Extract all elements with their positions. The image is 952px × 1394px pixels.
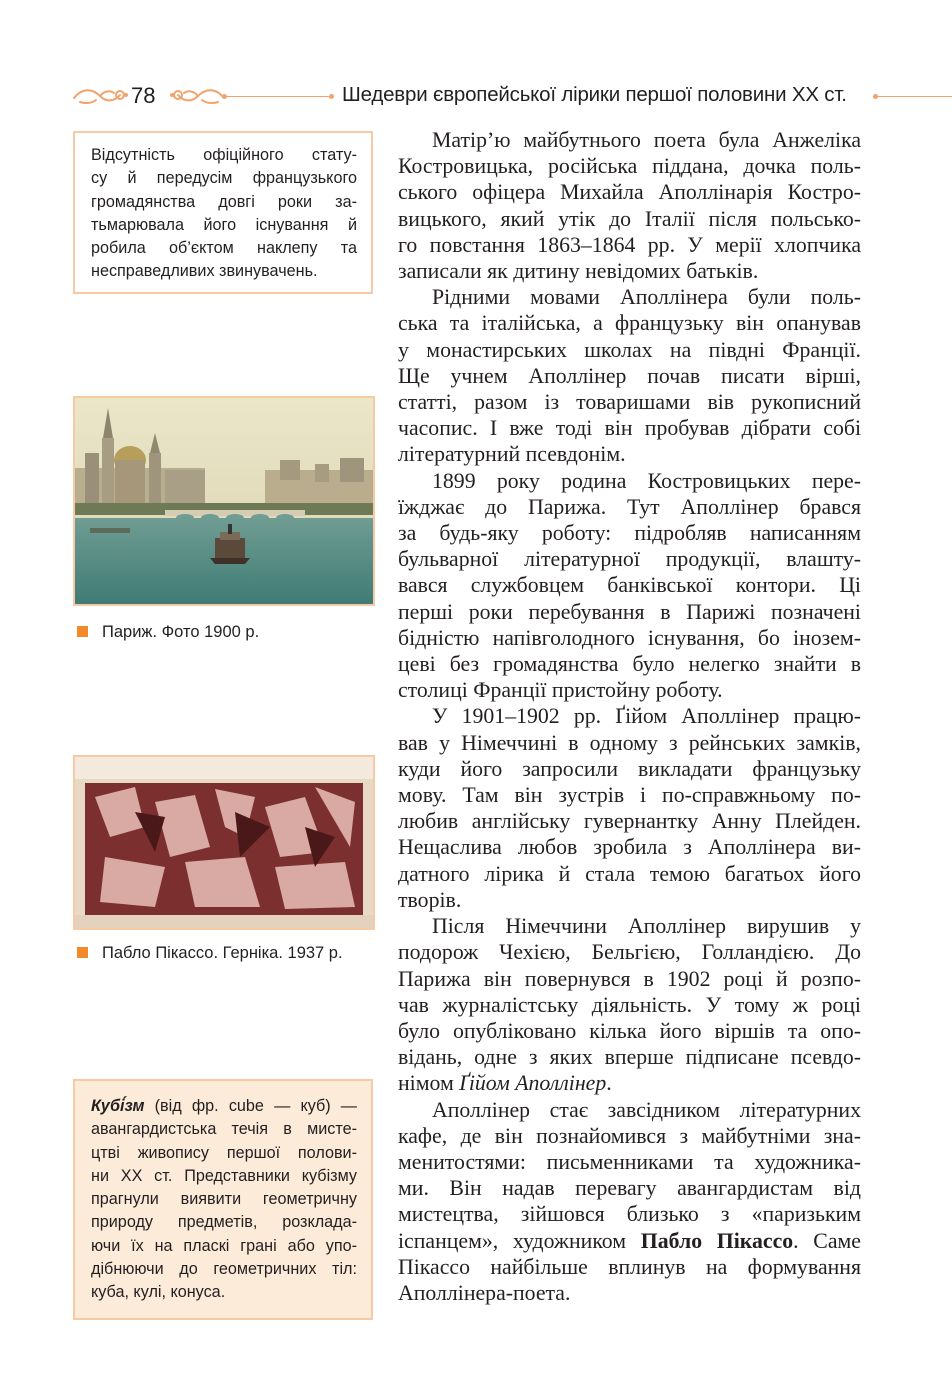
text-line: вався службовцем банківської контори. Ці [398,573,861,598]
text-line: перші роки перебування в Парижі позначені [398,599,861,624]
page-header [0,0,952,130]
cubism-note-line: природу предметів, розклада- [91,1213,357,1232]
paris-photo-image [75,398,373,604]
text-line: менитостями: письменниками та художника- [398,1149,861,1174]
main-text [398,127,861,1306]
bullet-square-icon [77,947,88,958]
text-line: творів. [398,887,462,912]
pseudonym-suffix: . [606,1071,612,1096]
cubism-note-text: (від фр. cube — куб) — [144,1097,357,1115]
paris-photo [73,396,375,606]
text-line: Нещаслива любов зробила з Аполлінера ви- [398,835,861,860]
text-line: було опубліковано кілька його віршів та опо- [398,1018,861,1043]
cubism-note-line: куба, кулі, конуса. [91,1283,226,1302]
status-note-line: су й передусім французького [91,169,357,188]
bullet-square-icon [77,626,88,637]
text-line: відань, одне з яких вперше підписане псевдо- [398,1045,861,1070]
text-line: записали як дитину невідомих батьків. [398,259,759,284]
ornament-right-icon [168,82,228,108]
text-line: Аполлінер стає завсідником літературних [432,1097,861,1122]
pseudonym-prefix: німом [398,1071,460,1096]
text-line: ми. Він надав перевагу авангардистам від [398,1176,861,1201]
text-line: датного лірика й стала темою багатьох його [398,861,861,886]
status-note-line: громадянства довгі роки за- [91,192,357,211]
paris-caption [77,623,259,642]
text-line: куди його запросили викладати французьку [398,756,861,781]
status-note-line: робила об’єктом наклепу та [91,239,357,258]
text-line: 1899 року родина Костровицьких пере- [432,468,861,493]
picasso-suffix: . Саме [793,1228,861,1253]
paris-caption-text: Париж. Фото 1900 р. [102,623,260,641]
cubism-note-box [73,1079,373,1320]
text-line: Парижа він повернувся в 1902 році й розпо- [398,966,861,991]
cubism-note-line: цтві живопису першої полови- [91,1143,357,1162]
cubism-note-line: авангардистська течія в мисте- [91,1120,357,1139]
text-line: Матір’ю майбутнього поета була Анжеліка [432,128,861,152]
text-line: бідністю напівголодного існування, бо інозем- [398,625,861,650]
paragraph-6 [398,1097,861,1307]
paragraph-1 [398,127,861,284]
text-line: столиці Франції пристойну роботу. [398,678,723,703]
text-line: вицького, який утік до Італії після польсько- [398,206,861,231]
paragraph-3 [398,468,861,704]
status-note-line: тьмарювала його існування й [91,215,357,234]
text-line: кафе, де він познайомився з майбутніми зна- [398,1123,861,1148]
text-line: літературний псевдонім. [398,442,626,467]
text-line: Пікассо найбільше вплинув на формування [398,1254,861,1279]
cubism-note-line: ни ХХ ст. Представники кубізму [91,1166,357,1185]
text-line: у монастирських школах на півдні Франції. [398,337,861,362]
text-line: ського офіцера Михайла Аполлінарія Костро- [398,180,861,205]
cubism-note-line: прагнули виявити геометричну [91,1190,357,1209]
status-note-line: Відсутність офіційного стату- [91,146,357,164]
status-note-line: несправедливих звинувачень. [91,262,318,281]
picasso-name: Пабло Пікассо [640,1228,794,1253]
cubism-note-line [91,1095,357,1118]
text-line: любив англійську гувернантку Анну Плейден. [398,809,861,834]
text-line: їжджає до Парижа. Тут Аполлінер брався [398,494,861,519]
text-line: У 1901–1902 рр. Ґійом Аполлінер працю- [432,704,861,729]
text-line: мову. Там він зустрів і по-справжньому по- [398,783,861,808]
pseudonym: Ґійом Аполлінер [459,1071,607,1096]
running-title: Шедеври європейської лірики першої половини ХХ ст. [342,83,847,106]
text-line: Ще учнем Аполлінер почав писати вірші, [398,363,861,388]
ornament-left-icon [70,82,130,108]
text-line: бульварної літературної продукції, влашту- [398,547,861,572]
header-rule-left [222,94,334,100]
text-line: Рідними мовами Аполлінера були поль- [432,285,861,310]
picasso-prefix: іспанцем», художником [398,1228,641,1253]
text-line: подорож Чехією, Бельгією, Голландією. До [398,940,861,965]
paragraph-5 [398,913,861,1096]
paragraph-2 [398,284,861,467]
text-line: часопис. І вже тоді він пробував дібрати собі [398,416,861,441]
cubism-note-line: дібнюючи до геометричних тіл: [91,1260,357,1279]
paragraph-4 [398,703,861,913]
text-line: мистецтва, зійшовся близько з «паризьким [398,1202,861,1227]
text-line: за будь-яку роботу: підробляв написанням [398,521,861,546]
text-line [398,1228,861,1254]
status-note-box [73,131,373,294]
text-line: статті, разом із товаришами вів рукописний [398,390,861,415]
cubism-note-line: ючи їх на пласкі грані або упо- [91,1236,357,1255]
text-line: Після Німеччини Аполлінер вирушив у [432,914,861,939]
text-line: Аполлінера-поета. [398,1280,571,1305]
text-line [398,1070,861,1096]
guernica-caption [77,944,343,963]
guernica-painting [75,757,373,928]
text-line: го повстання 1863–1864 рр. У мерії хлопчика [398,232,861,257]
page-number: 78 [131,83,156,108]
text-line: ська та італійська, а французьку він опанував [398,311,861,336]
text-line: Костровицька, російська піддана, дочка поль- [398,154,861,179]
text-line: вав у Німеччині в одному з рейнських замків, [398,730,861,755]
guernica-image [73,755,375,930]
text-line: чав журналістську діяльність. У тому ж році [398,992,861,1017]
cubism-term: Кубі́зм [91,1097,145,1115]
header-rule-right [873,94,952,100]
text-line: цеві без громадянства було нелегко знайти в [398,652,861,677]
guernica-caption-text: Пабло Пікассо. Герніка. 1937 р. [102,944,343,962]
